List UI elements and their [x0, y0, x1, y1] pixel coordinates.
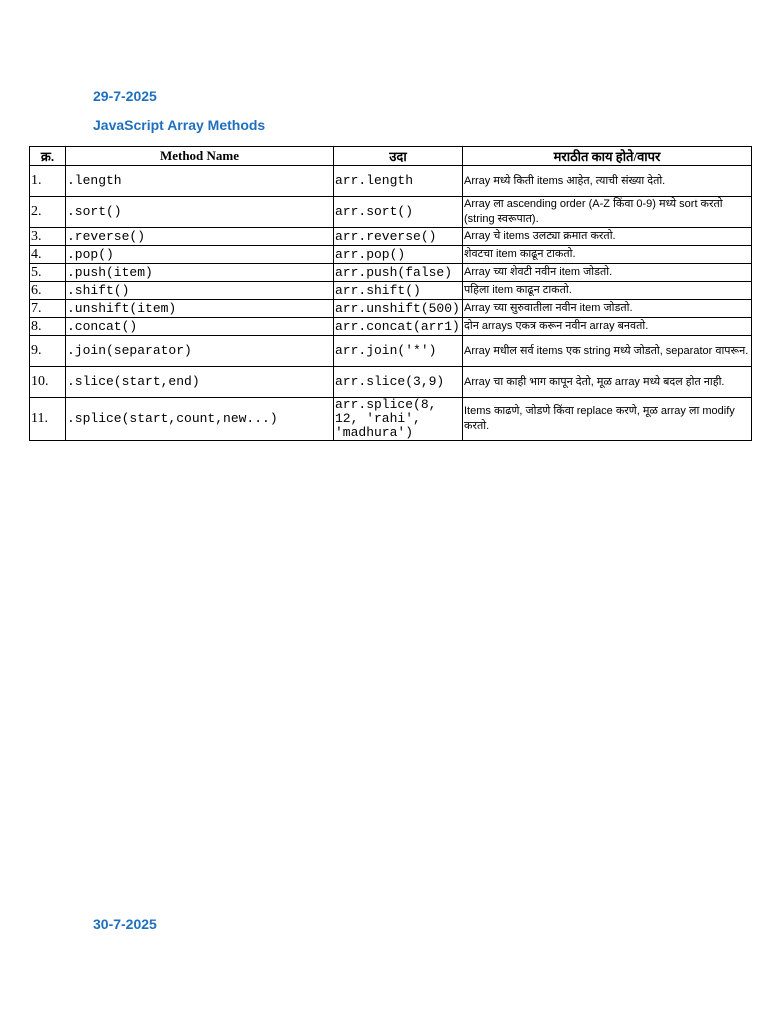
method-example: arr.concat(arr1): [334, 318, 463, 336]
method-example: arr.slice(3,9): [334, 367, 463, 398]
row-number: 7.: [30, 300, 66, 318]
method-description: Array च्या शेवटी नवीन item जोडतो.: [463, 264, 752, 282]
table-row: [30, 367, 752, 398]
table-row: [30, 282, 752, 300]
method-example: arr.length: [334, 166, 463, 197]
method-description: Array चे items उलट्या क्रमात करतो.: [463, 228, 752, 246]
method-description: पहिला item काढून टाकतो.: [463, 282, 752, 300]
table-header-row: [30, 147, 752, 166]
method-name: .concat(): [66, 318, 334, 336]
method-name: .sort(): [66, 197, 334, 228]
header-number: क्र.: [30, 147, 66, 166]
method-name: .slice(start,end): [66, 367, 334, 398]
method-name: .splice(start,count,new...): [66, 398, 334, 441]
row-number: 11.: [30, 398, 66, 441]
method-example: arr.shift(): [334, 282, 463, 300]
table-row: [30, 398, 752, 441]
method-description: Array ला ascending order (A-Z किंवा 0-9) मध्ये sort करतो (string स्वरूपात).: [463, 197, 752, 228]
row-number: 9.: [30, 336, 66, 367]
date-heading-2: 30-7-2025: [93, 916, 157, 932]
header-method-name: Method Name: [66, 147, 334, 166]
method-name: .shift(): [66, 282, 334, 300]
header-description: मराठीत काय होते/वापर: [463, 147, 752, 166]
method-description: दोन arrays एकत्र करून नवीन array बनवतो.: [463, 318, 752, 336]
table-row: [30, 228, 752, 246]
date-heading-1: 29-7-2025: [93, 88, 157, 104]
table-row: [30, 300, 752, 318]
row-number: 8.: [30, 318, 66, 336]
method-name: .unshift(item): [66, 300, 334, 318]
row-number: 5.: [30, 264, 66, 282]
method-description: Array चा काही भाग कापून देतो, मूळ array मध्ये बदल होत नाही.: [463, 367, 752, 398]
header-example: उदा: [334, 147, 463, 166]
method-description: शेवटचा item काढून टाकतो.: [463, 246, 752, 264]
table-row: [30, 336, 752, 367]
row-number: 10.: [30, 367, 66, 398]
row-number: 2.: [30, 197, 66, 228]
method-example: arr.sort(): [334, 197, 463, 228]
row-number: 4.: [30, 246, 66, 264]
array-methods-table: [29, 146, 752, 441]
method-description: Array मध्ये किती items आहेत, त्याची संख्या देतो.: [463, 166, 752, 197]
method-example: arr.unshift(500): [334, 300, 463, 318]
method-example: arr.pop(): [334, 246, 463, 264]
table-row: [30, 246, 752, 264]
table-row: [30, 197, 752, 228]
table-row: [30, 264, 752, 282]
method-name: .reverse(): [66, 228, 334, 246]
method-example: arr.join('*'): [334, 336, 463, 367]
method-example: arr.push(false): [334, 264, 463, 282]
table-row: [30, 318, 752, 336]
method-name: .length: [66, 166, 334, 197]
row-number: 1.: [30, 166, 66, 197]
method-name: .join(separator): [66, 336, 334, 367]
method-example: arr.reverse(): [334, 228, 463, 246]
method-description: Array मधील सर्व items एक string मध्ये जोडतो, separator वापरून.: [463, 336, 752, 367]
document-title: JavaScript Array Methods: [93, 117, 266, 133]
table-row: [30, 166, 752, 197]
method-name: .pop(): [66, 246, 334, 264]
row-number: 6.: [30, 282, 66, 300]
method-name: .push(item): [66, 264, 334, 282]
method-description: Items काढणे, जोडणे किंवा replace करणे, मूळ array ला modify करतो.: [463, 398, 752, 441]
row-number: 3.: [30, 228, 66, 246]
method-description: Array च्या सुरुवातीला नवीन item जोडतो.: [463, 300, 752, 318]
method-example: arr.splice(8, 12, 'rahi', 'madhura'): [334, 398, 463, 441]
